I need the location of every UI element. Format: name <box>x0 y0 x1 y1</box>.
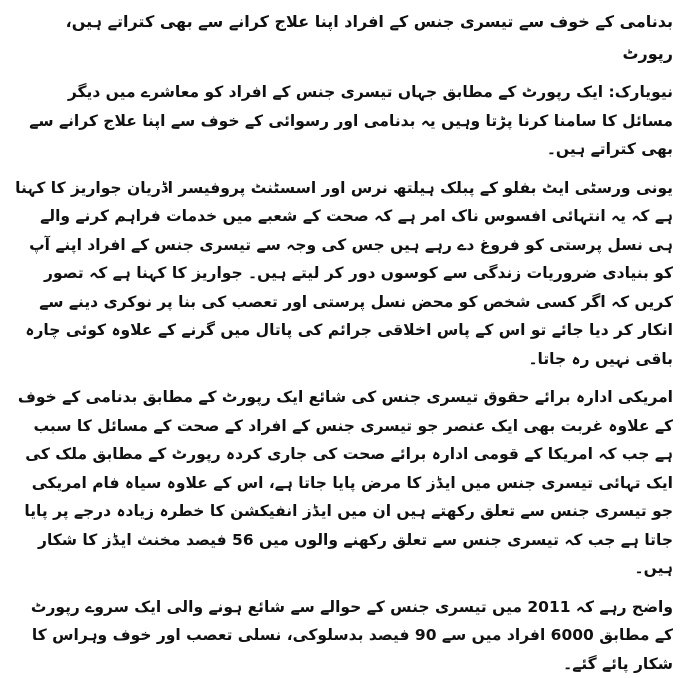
article-paragraph-report-findings: امریکی ادارہ برائے حقوق تیسری جنس کی شائع ایک رپورٹ کے مطابق بدنامی کے خوف کے علاوہ غربت بھی ایک عنصر جو تیسری جنس کے افراد کے صحت کے مسائل کا سبب ہے جب کہ امریکا کے قومی ادارہ برائے صحت کی جاری کردہ رپورٹ کے مطابق ملک کی ایک تہائی تیسری جنس میں ایڈز کا مرض پایا جاتا ہے، اس کے علاوہ سیاہ فام امریکی جو تیسری جنس سے تعلق رکھتے ہیں ان میں ایڈز انفیکشن کا خطرہ زیادہ درجے پر پایا جاتا ہے جب کہ تیسری جنس سے تعلق رکھنے والوں میں 56 فیصد مخنث ایڈز کا شکار ہیں۔ <box>12 383 673 583</box>
article-headline: بدنامی کے خوف سے تیسری جنس کے افراد اپنا علاج کرانے سے بھی کتراتے ہیں، رپورٹ <box>12 6 673 70</box>
article-paragraph-survey: واضح رہے کہ 2011 میں تیسری جنس کے حوالے سے شائع ہونے والی ایک سروے رپورٹ کے مطابق 6000 افراد میں سے 90 فیصد بدسلوکی، نسلی تعصب اور خوف وہراس کا شکار پائے گئے۔ <box>12 593 673 678</box>
article-paragraph-intro: نیویارک: ایک رپورٹ کے مطابق جہاں تیسری جنس کے افراد کو معاشرے میں دیگر مسائل کا سامنا کرنا پڑتا وہیں یہ بدنامی اور رسوائی کے خوف سے اپنا علاج کرانے سے بھی کتراتے ہیں۔ <box>12 78 673 164</box>
article-paragraph-professor-quote: یونی ورسٹی ایٹ بفلو کے پبلک ہیلتھ نرس اور اسسٹنٹ پروفیسر اڈریان جواریز کا کہنا ہے کہ یہ انتہائی افسوس ناک امر ہے کہ صحت کے شعبے میں خدمات فراہم کرنے والے ہی نسل پرستی کو فروغ دے رہے ہیں جس کی وجہ سے تیسری جنس کے افراد اپنے آپ کو بنیادی ضروریات زندگی سے کوسوں دور کر لیتے ہیں۔ جواریز کا کہنا ہے کہ تصور کریں کہ اگر کسی شخص کو محض نسل پرستی اور تعصب کی بنا پر نوکری دینے سے انکار کر دیا جائے تو اس کے پاس اخلاقی جرائم کی پاتال میں گرنے کے علاوہ کوئی چارہ باقی نہیں رہ جاتا۔ <box>12 174 673 374</box>
